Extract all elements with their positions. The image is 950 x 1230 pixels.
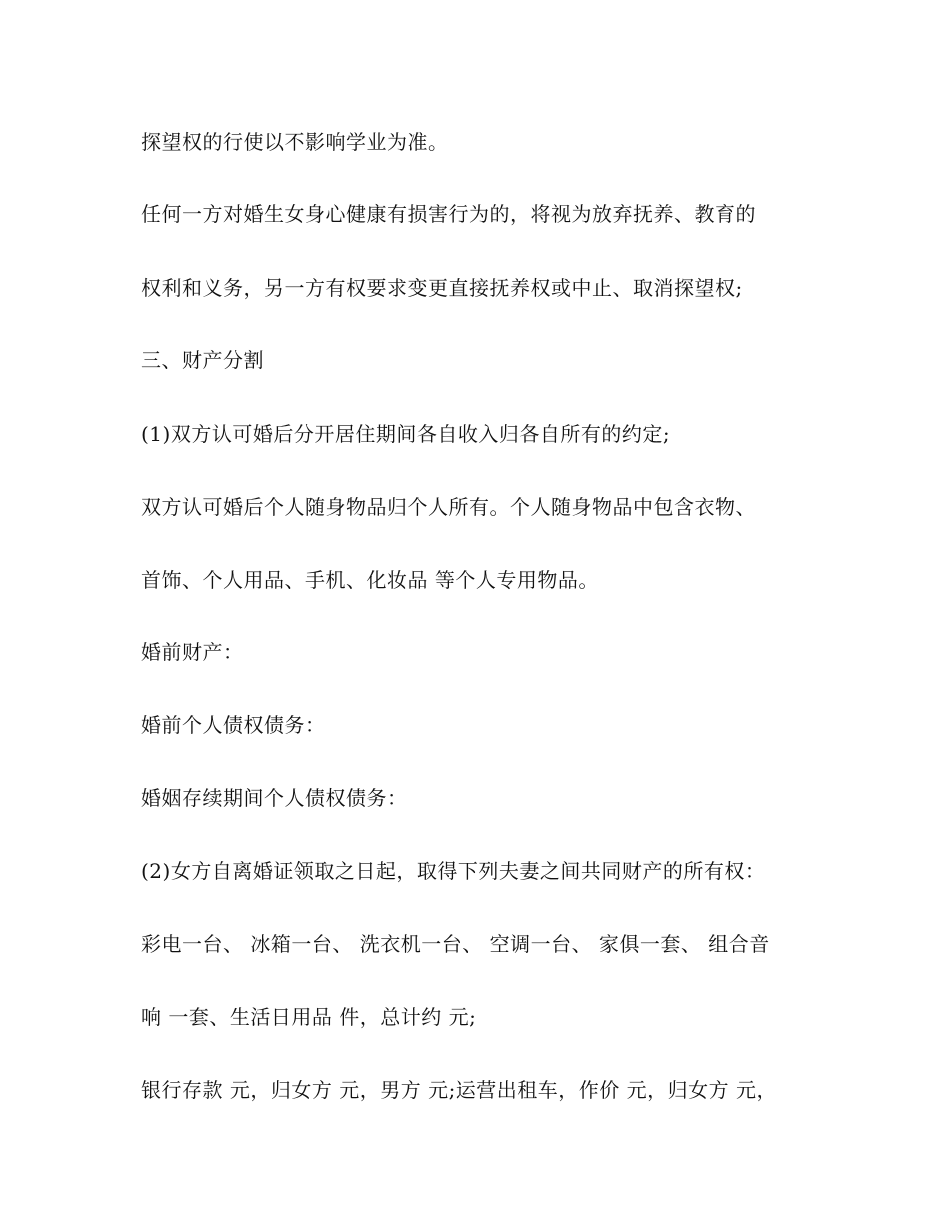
text-line: 任何一方对婚生女身心健康有损害行为的，将视为放弃抚养、教育的: [141, 202, 756, 226]
text-line: 婚前财产：: [141, 640, 244, 664]
text-line: 探望权的行使以不影响学业为准。: [141, 130, 449, 154]
text-line: 婚姻存续期间个人债权债务：: [141, 786, 408, 810]
text-line: 响 一套、生活日用品 件，总计约 元;: [141, 1005, 477, 1029]
text-line: 双方认可婚后个人随身物品归个人所有。个人随身物品中包含衣物、: [141, 495, 756, 519]
text-line: 首饰、个人用品、手机、化妆品 等个人专用物品。: [141, 568, 599, 592]
section-heading: 三、财产分割: [141, 348, 264, 372]
text-line: 彩电一台、 冰箱一台、 洗衣机一台、 空调一台、 家俱一套、 组合音: [141, 932, 770, 956]
text-line: 银行存款 元，归女方 元，男方 元;运营出租车，作价 元，归女方 元，: [141, 1078, 778, 1102]
text-line: (1)双方认可婚后分开居住期间各自收入归各自所有的约定;: [141, 422, 671, 446]
text-line: 婚前个人债权债务：: [141, 713, 326, 737]
text-line: 权利和义务，另一方有权要求变更直接抚养权或中止、取消探望权;: [141, 276, 743, 300]
text-line: (2)女方自离婚证领取之日起，取得下列夫妻之间共同财产的所有权：: [141, 859, 766, 883]
